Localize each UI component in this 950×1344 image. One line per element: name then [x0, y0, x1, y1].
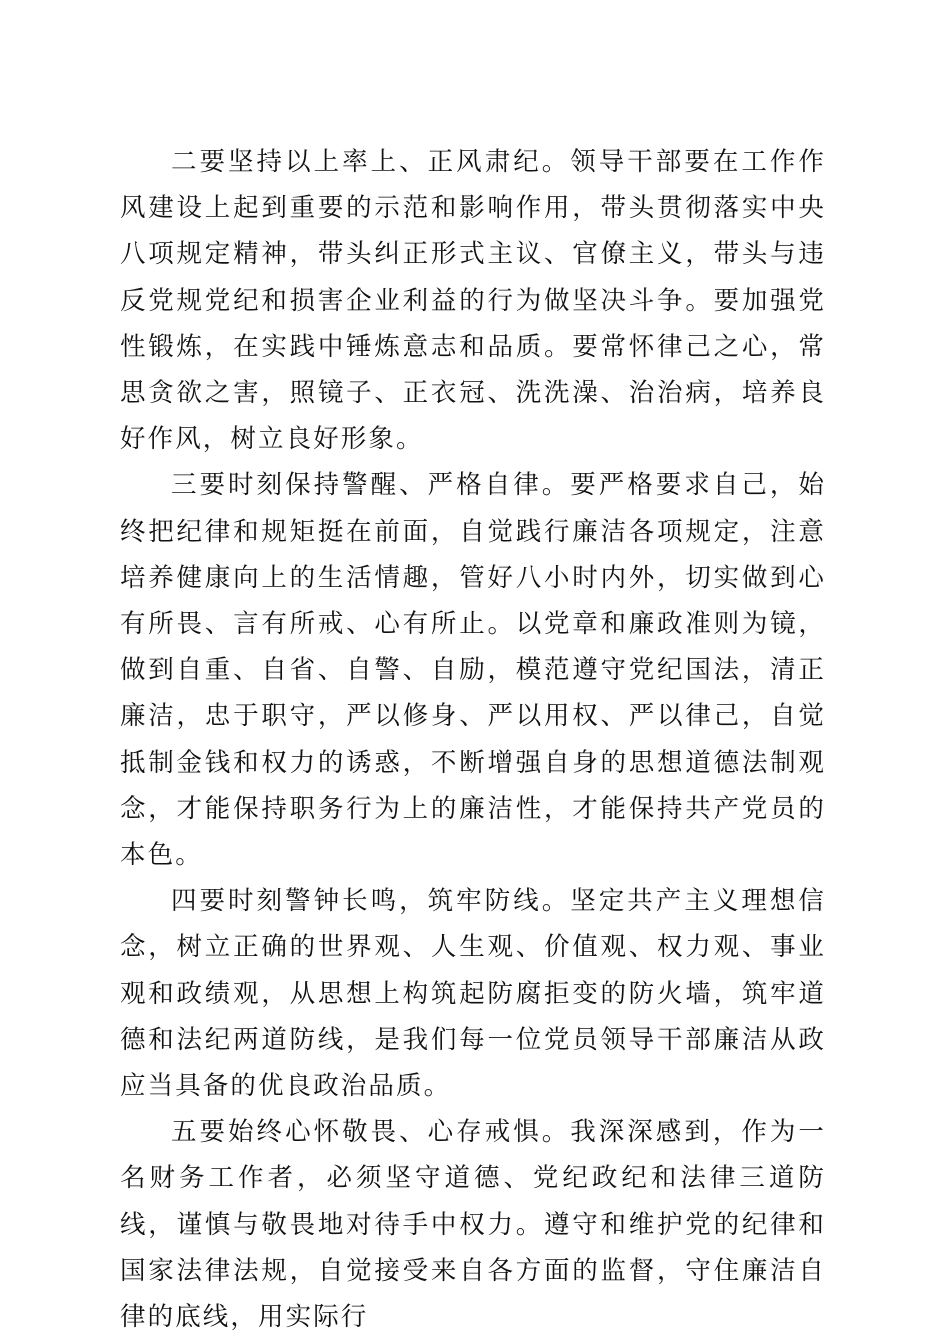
paragraph-self-discipline: 三要时刻保持警醒、严格自律。要严格要求自己，始终把纪律和规矩挺在前面，自觉践行廉洁各项规定，注意培养健康向上的生活情趣，管好八小时内外，切实做到心有所畏、言有所戒、心有所止。以党章和廉政准则为镜，做到自重、自省、自警、自励，模范遵守党纪国法，清正廉洁，忠于职守，严以修身、严以用权、严以律己，自觉抵制金钱和权力的诱惑，不断增强自身的思想道德法制观念，才能保持职务行为上的廉洁性，才能保持共产党员的本色。 — [120, 470, 826, 871]
paragraph-reverence: 五要始终心怀敬畏、心存戒惧。我深深感到，作为一名财务工作者，必须坚守道德、党纪政纪和法律三道防线，谨慎与敬畏地对待手中权力。遵守和维护党的纪律和国家法律法规，自觉接受来自各方面的监督，守住廉洁自律的底线，用实际行 — [120, 1117, 826, 1333]
paragraph-defense-lines: 四要时刻警钟长鸣，筑牢防线。坚定共产主义理想信念，树立正确的世界观、人生观、价值观、权力观、事业观和政绩观，从思想上构筑起防腐拒变的防火墙，筑牢道德和法纪两道防线，是我们每一位党员领导干部廉洁从政应当具备的优良政治品质。 — [120, 886, 826, 1102]
document-body — [120, 139, 826, 1340]
paragraph-lead-by-example: 二要坚持以上率上、正风肃纪。领导干部要在工作作风建设上起到重要的示范和影响作用，带头贯彻落实中央八项规定精神，带头纠正形式主议、官僚主义，带头与违反党规党纪和损害企业利益的行为做坚决斗争。要加强党性锻炼，在实践中锤炼意志和品质。要常怀律己之心，常思贪欲之害，照镜子、正衣冠、洗洗澡、治治病，培养良好作风，树立良好形象。 — [120, 147, 826, 455]
